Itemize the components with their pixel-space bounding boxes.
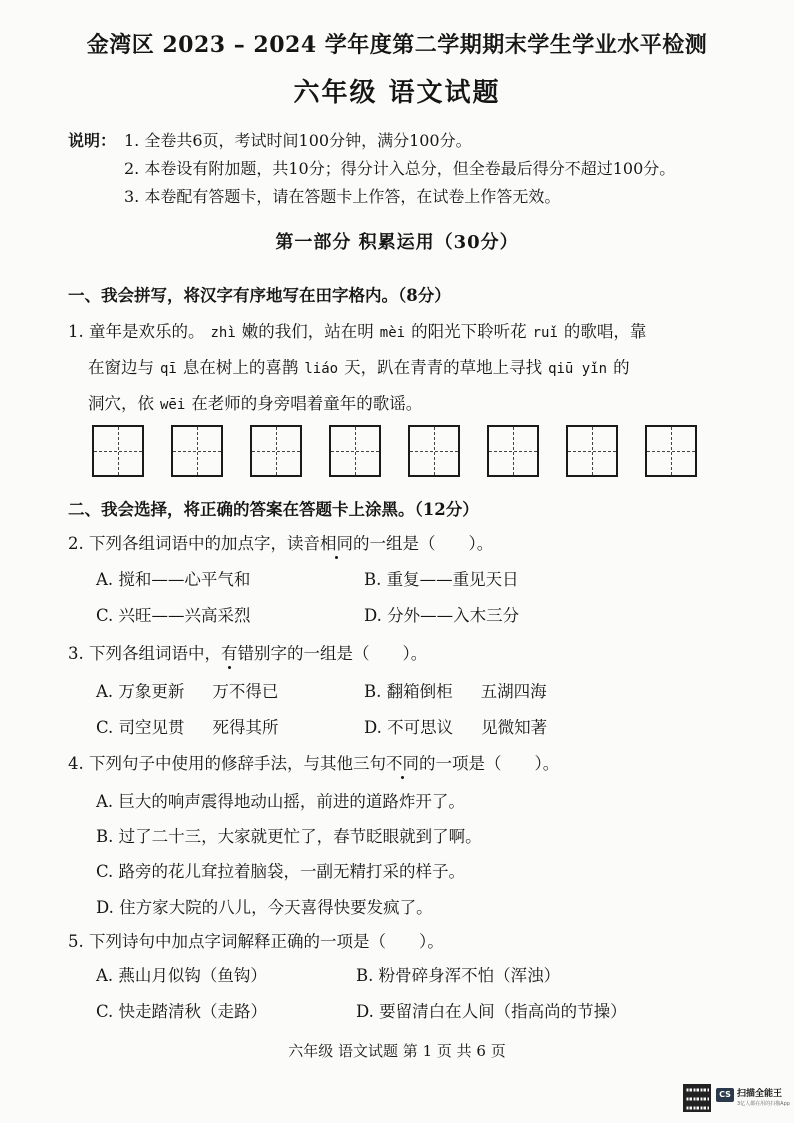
pinyin-rui: ruǐ: [532, 325, 558, 341]
q1-text: 息在树上的喜鹊: [182, 358, 299, 377]
instruction-item: 1. 全卷共6页，考试时间100分钟，满分100分。: [124, 131, 472, 150]
q5-option-d[interactable]: D. 要留清白在人间（指高尚的节操）: [356, 1002, 627, 1021]
q1-text: 1. 童年是欢乐的。: [68, 322, 205, 341]
q4-option-a[interactable]: A. 巨大的响声震得地动山摇，前进的道路炸开了。: [96, 792, 465, 811]
part2-heading: 二、我会选择，将正确的答案在答题卡上涂黑。（12分）: [68, 500, 479, 519]
q2-option-a[interactable]: A. 搅和——心平气和: [96, 570, 251, 589]
q3-option-text: C. 司空见贯: [96, 718, 185, 737]
writing-grid-box[interactable]: [329, 425, 381, 477]
pinyin-wei: wēi: [160, 397, 186, 413]
q4-option-b[interactable]: B. 过了二十三，大家就更忙了，春节眨眼就到了啊。: [96, 827, 482, 846]
q2-stem-text: 2. 下列各组词语中的加点字，读音: [68, 534, 320, 553]
q4-stem-emphasis: 不同: [386, 754, 419, 773]
writing-grid-box[interactable]: [250, 425, 302, 477]
page-footer: 六年级 语文试题 第 1 页 共 6 页: [288, 1042, 506, 1060]
q3-stem-text: 错别字的一组是（ ）。: [237, 644, 428, 663]
q5-stem: 5. 下列诗句中加点字词解释正确的一项是（ ）。: [68, 932, 444, 951]
q3-stem: [68, 640, 427, 664]
q3-stem-emphasis: 有: [221, 644, 238, 663]
q1-line-3: [88, 390, 422, 414]
writing-grid-box[interactable]: [645, 425, 697, 477]
q1-text: 洞穴，依: [88, 394, 154, 413]
writing-grid-box[interactable]: [92, 425, 144, 477]
pinyin-qiuyin: qiū yǐn: [548, 361, 608, 377]
pinyin-liao: liáo: [304, 361, 339, 377]
writing-grid-box[interactable]: [487, 425, 539, 477]
q3-option-c[interactable]: [96, 714, 279, 738]
exam-title: 金湾区 2023 – 2024 学年度第二学期期末学生学业水平检测: [86, 32, 708, 58]
scanner-brand: 扫描全能王: [737, 1089, 783, 1099]
section-title: 第一部分 积累运用（30分）: [275, 232, 519, 253]
q5-option-a[interactable]: A. 燕山月似钩（鱼钩）: [96, 966, 267, 985]
q4-stem-text: 的一项是（ ）。: [419, 754, 560, 773]
q3-option-text: B. 翻箱倒柜: [364, 682, 453, 701]
part1-heading: 一、我会拼写，将汉字有序地写在田字格内。（8分）: [68, 286, 451, 305]
instructions-label: 说明：: [68, 131, 117, 150]
q4-stem: [68, 750, 559, 774]
q5-option-c[interactable]: C. 快走踏清秋（走路）: [96, 1002, 268, 1021]
q3-option-text: D. 不可思议: [364, 718, 454, 737]
q1-text: 的歌唱，靠: [563, 322, 647, 341]
q1-text: 嫩的我们，站在明: [241, 322, 374, 341]
instruction-item: 2. 本卷设有附加题，共10分；得分计入总分，但全卷最后得分不超过100分。: [124, 159, 676, 178]
pinyin-zhi: zhì: [210, 325, 236, 341]
q2-stem: [68, 530, 493, 554]
q1-line-2: [88, 354, 630, 378]
writing-grid-box[interactable]: [408, 425, 460, 477]
q1-text: 在窗边与: [88, 358, 154, 377]
scanner-tagline: 3亿人都在用的扫描App: [737, 1101, 790, 1107]
q3-stem-text: 3. 下列各组词语中，: [68, 644, 221, 663]
q2-stem-text: 的一组是（ ）。: [353, 534, 494, 553]
instruction-item: 3. 本卷配有答题卡，请在答题卡上作答，在试卷上作答无效。: [124, 187, 561, 206]
q3-option-text: A. 万象更新: [96, 682, 185, 701]
q3-option-text: 五湖四海: [480, 682, 547, 701]
scanner-logo-icon: CS: [716, 1088, 734, 1102]
q3-option-text: 死得其所: [212, 718, 279, 737]
q4-stem-text: 4. 下列句子中使用的修辞手法，与其他三句: [68, 754, 386, 773]
q2-option-b[interactable]: B. 重复——重见天日: [364, 570, 519, 589]
writing-grid-box[interactable]: [171, 425, 223, 477]
q1-text: 天，趴在青青的草地上寻找: [344, 358, 543, 377]
qr-code-icon: [683, 1084, 711, 1112]
pinyin-qi: qī: [160, 361, 177, 377]
q1-text: 在老师的身旁唱着童年的歌谣。: [191, 394, 423, 413]
q1-text: 的: [613, 358, 630, 377]
q1-text: 的阳光下聆听花: [411, 322, 527, 341]
q2-option-d[interactable]: D. 分外——入木三分: [364, 606, 520, 625]
q2-option-c[interactable]: C. 兴旺——兴高采烈: [96, 606, 251, 625]
q3-option-b[interactable]: [364, 678, 547, 702]
q3-option-a[interactable]: [96, 678, 278, 702]
q3-option-text: 万不得已: [212, 682, 279, 701]
q1-line-1: [68, 318, 646, 342]
writing-grid-box[interactable]: [566, 425, 618, 477]
q3-option-d[interactable]: [364, 714, 547, 738]
q4-option-c[interactable]: C. 路旁的花儿耷拉着脑袋，一副无精打采的样子。: [96, 862, 466, 881]
pinyin-mei: mèi: [379, 325, 406, 341]
q5-option-b[interactable]: B. 粉骨碎身浑不怕（浑浊）: [356, 966, 561, 985]
q2-stem-emphasis: 相同: [320, 534, 353, 553]
q4-option-d[interactable]: D. 住方家大院的八儿，今天喜得快要发疯了。: [96, 898, 433, 917]
q3-option-text: 见微知著: [481, 718, 548, 737]
exam-subtitle: 六年级 语文试题: [293, 78, 501, 108]
